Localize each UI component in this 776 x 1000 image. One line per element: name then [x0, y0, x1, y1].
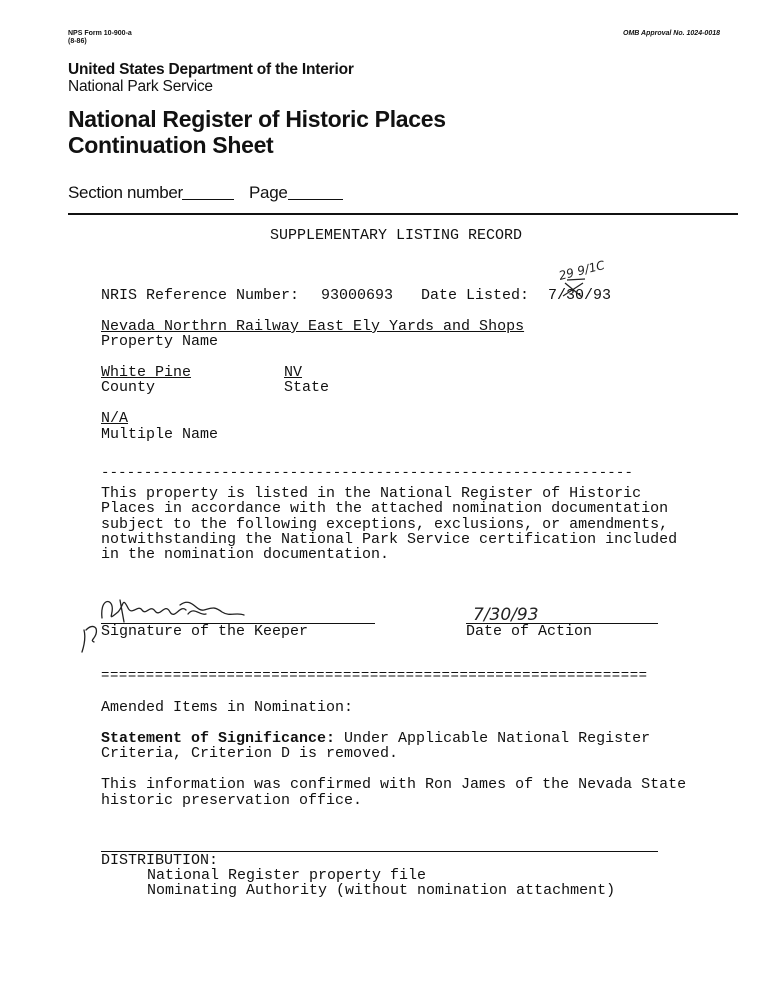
- service-name: National Park Service: [68, 78, 213, 95]
- statement-line-1: This property is listed in the National Register of Historic: [101, 485, 642, 502]
- date-listed: 7/30/93: [548, 287, 612, 304]
- keeper-signature: [102, 600, 244, 622]
- multiple-name-value: N/A: [101, 410, 129, 427]
- significance-text: Under Applicable National Register: [335, 730, 651, 747]
- distribution-item-2: Nominating Authority (without nomination attachment): [147, 882, 616, 899]
- nris-number: 93000693: [321, 287, 394, 304]
- statement-line-5: in the nomination documentation.: [101, 546, 390, 563]
- statement-line-4: notwithstanding the National Park Service certification included: [101, 531, 678, 548]
- date-correction-note: 29 9/1C: [557, 258, 607, 283]
- nris-label: NRIS Reference Number:: [101, 287, 300, 304]
- state-value: NV: [284, 364, 303, 381]
- date-of-action-label: Date of Action: [466, 623, 593, 640]
- signature-label: Signature of the Keeper: [101, 623, 309, 640]
- property-name-label: Property Name: [101, 333, 219, 350]
- page-label: Page: [249, 183, 288, 202]
- date-of-action-handwritten: 7/30/93: [473, 605, 539, 625]
- form-revision: (8-86): [68, 38, 87, 45]
- page-title: National Register of Historic Places: [68, 106, 446, 132]
- amended-heading: Amended Items in Nomination:: [101, 699, 354, 716]
- record-heading: SUPPLEMENTARY LISTING RECORD: [270, 227, 523, 244]
- statement-line-2: Places in accordance with the attached nomination documentation: [101, 500, 669, 517]
- confirmation-line-1: This information was confirmed with Ron James of the Nevada State: [101, 776, 687, 793]
- distribution-item-1: National Register property file: [147, 867, 427, 884]
- significance-label: Statement of Significance:: [101, 730, 336, 747]
- statement-line-3: subject to the following exceptions, exclusions, or amendments,: [101, 516, 669, 533]
- date-correction-strike: [563, 279, 585, 297]
- distribution-label: DISTRIBUTION:: [101, 852, 219, 869]
- property-name: Nevada Northrn Railway East Ely Yards and Shops: [101, 318, 525, 335]
- section-number-label: Section number: [68, 183, 183, 202]
- county-label: County: [101, 379, 156, 396]
- department-name: United States Department of the Interior: [68, 61, 354, 78]
- dash-divider: --------------------------------------------------------------: [101, 465, 634, 481]
- confirmation-line-2: historic preservation office.: [101, 792, 363, 809]
- omb-approval: OMB Approval No. 1024-0018: [623, 30, 720, 37]
- county-value: White Pine: [101, 364, 192, 381]
- significance-text-2: Criteria, Criterion D is removed.: [101, 745, 399, 762]
- page-subtitle: Continuation Sheet: [68, 132, 274, 158]
- date-listed-label: Date Listed:: [421, 287, 530, 304]
- form-id: NPS Form 10-900-a: [68, 30, 132, 37]
- multiple-name-label: Multiple Name: [101, 426, 219, 443]
- state-label: State: [284, 379, 330, 396]
- equals-divider: =============================================================: [101, 668, 648, 684]
